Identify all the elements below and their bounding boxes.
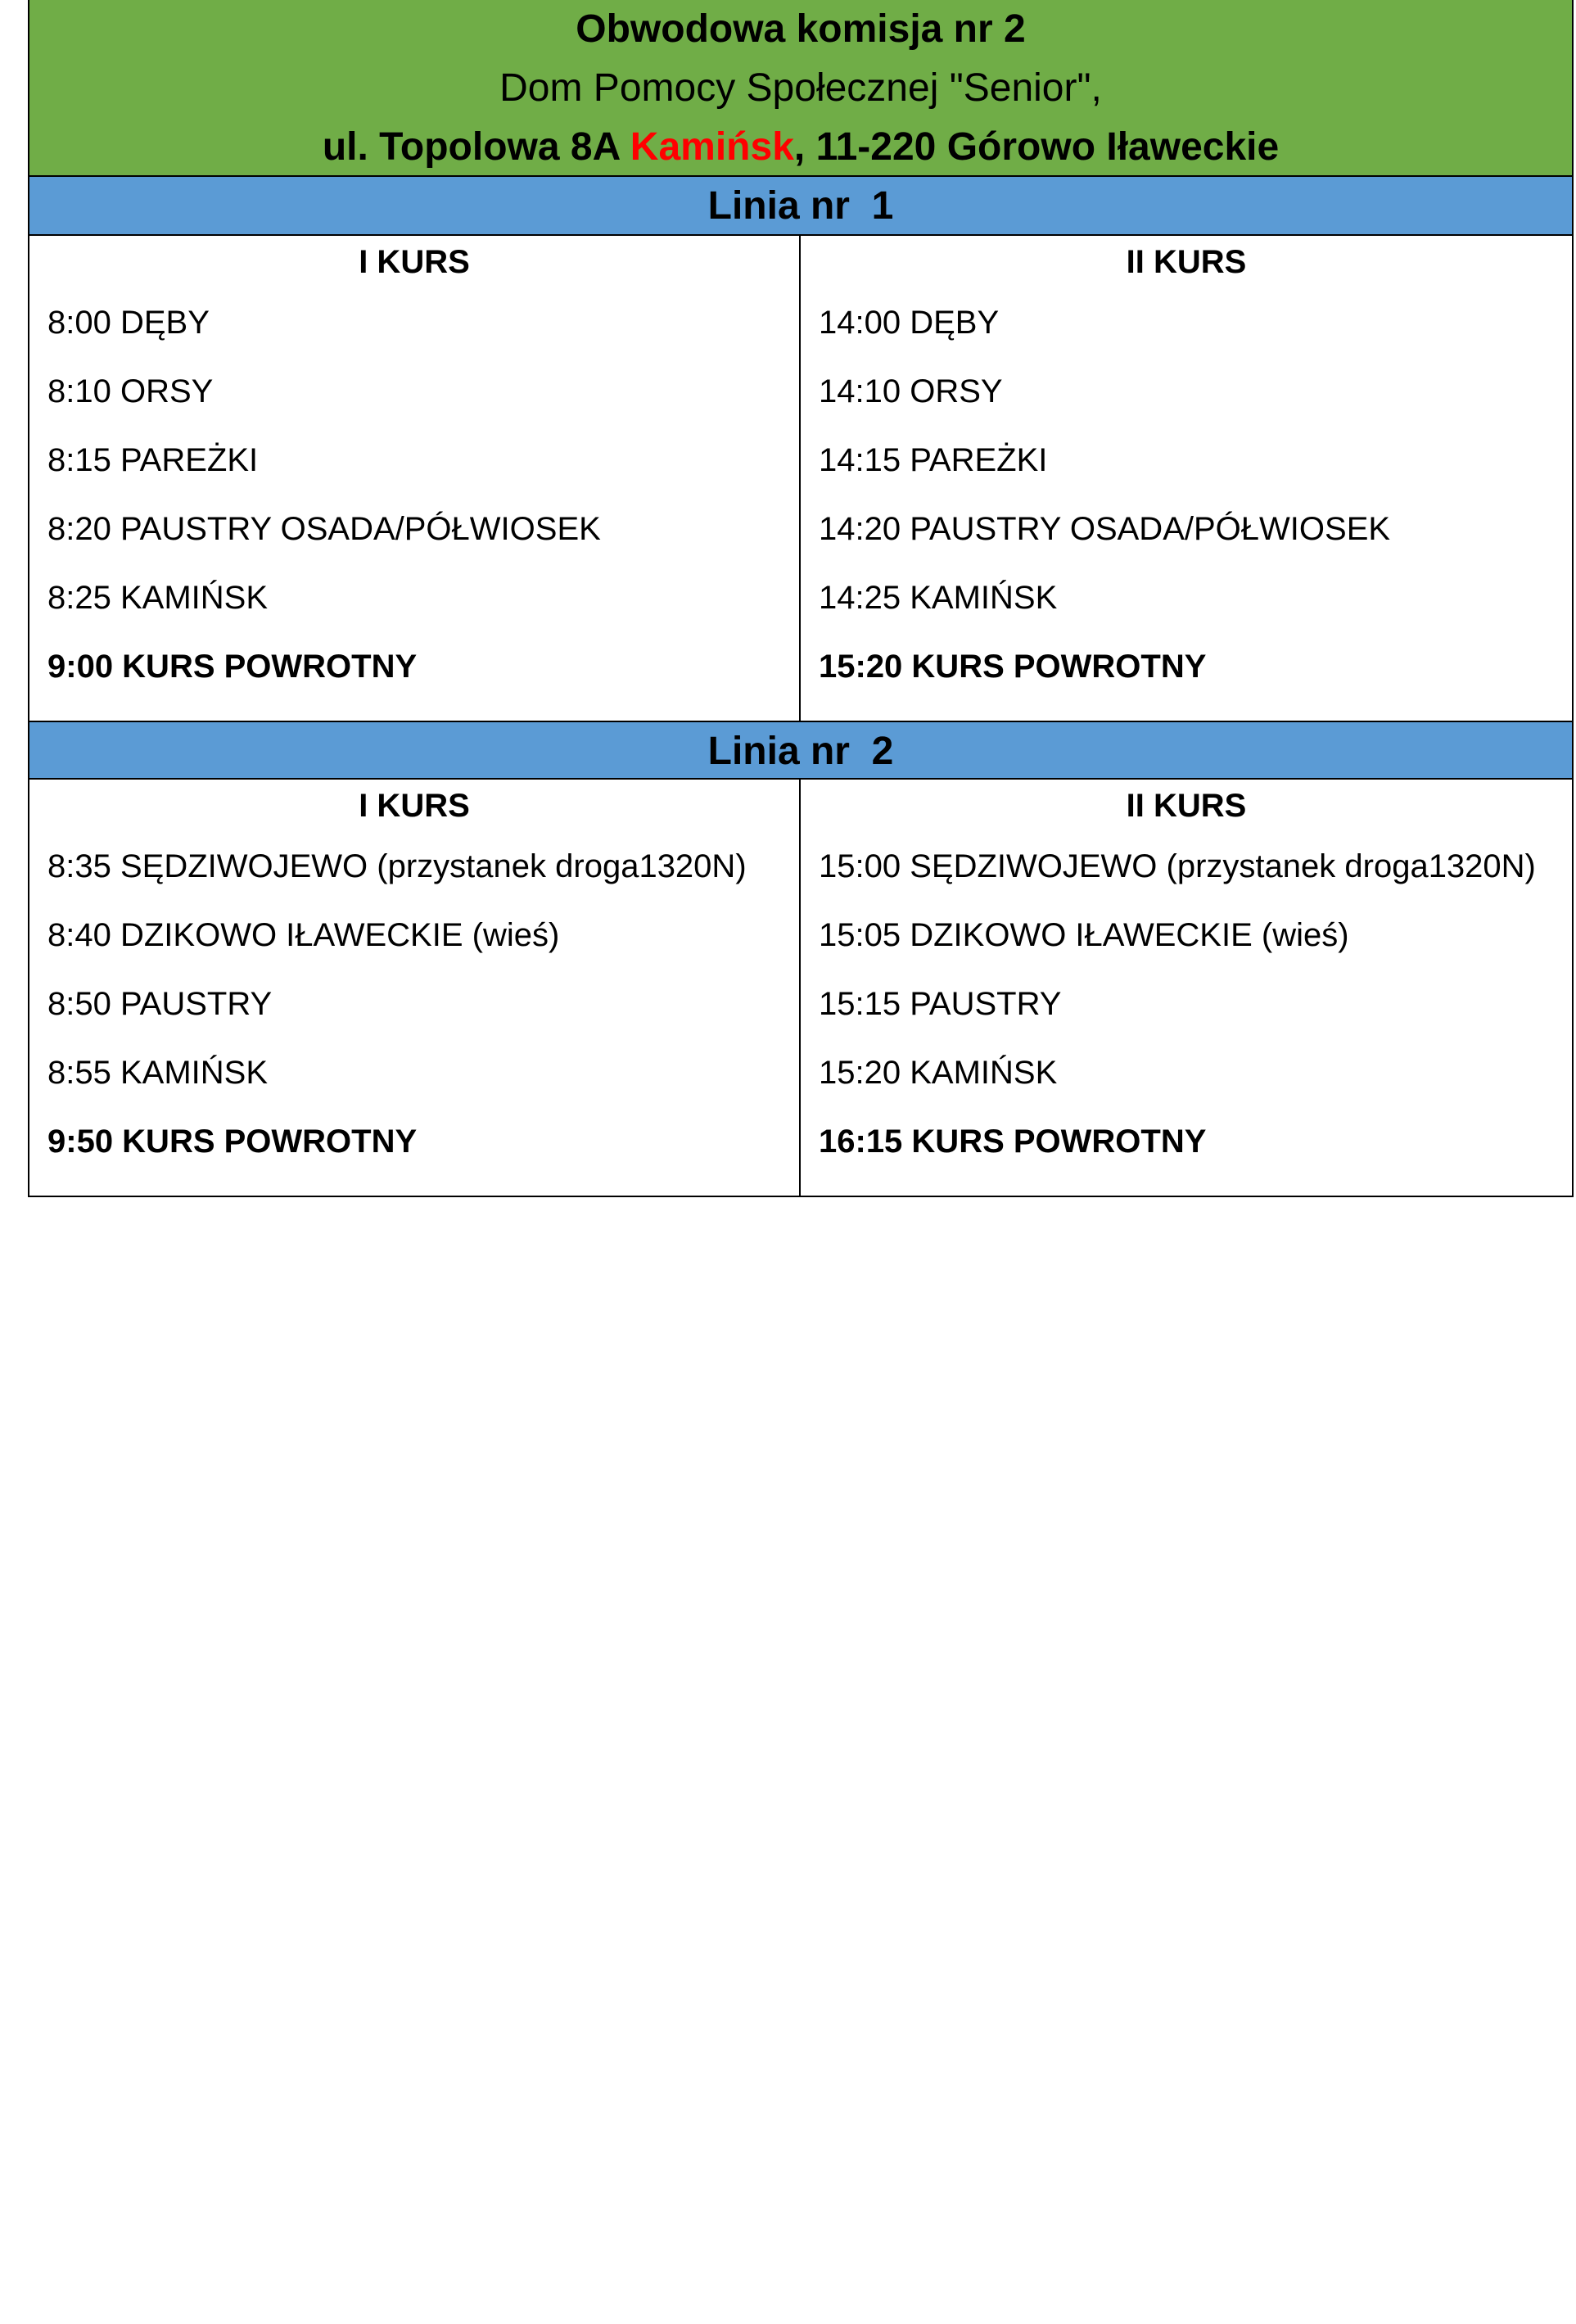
line-2-title: Linia nr 2 bbox=[29, 721, 1572, 780]
header-banner bbox=[29, 0, 1572, 177]
stop-item: 15:15 PAUSTRY bbox=[819, 986, 1062, 1022]
page-subtitle: Dom Pomocy Społecznej "Senior", bbox=[499, 66, 1102, 110]
address-prefix: ul. Topolowa 8A bbox=[322, 125, 630, 169]
stop-item: 15:20 KAMIŃSK bbox=[819, 1055, 1058, 1091]
stop-item: 8:20 PAUSTRY OSADA/PÓŁWIOSEK bbox=[47, 511, 601, 547]
line-1-columns bbox=[29, 236, 1572, 721]
line-2-columns bbox=[29, 780, 1572, 1196]
kurs-header: II KURS bbox=[1126, 244, 1247, 280]
stop-item: 15:05 DZIKOWO IŁAWECKIE (wieś) bbox=[819, 917, 1349, 953]
line-1-kurs-2 bbox=[801, 236, 1572, 721]
return-trip: 16:15 KURS POWROTNY bbox=[819, 1124, 1207, 1160]
stop-item: 8:50 PAUSTRY bbox=[47, 986, 273, 1022]
address-suffix: , 11-220 Górowo Iławeckie bbox=[793, 125, 1280, 169]
line-2-kurs-1 bbox=[29, 780, 801, 1196]
stop-item: 14:00 DĘBY bbox=[819, 305, 1000, 341]
schedule-table bbox=[28, 0, 1574, 1197]
line-1-title: Linia nr 1 bbox=[29, 177, 1572, 236]
kurs-header: II KURS bbox=[1126, 788, 1247, 824]
address-highlight: Kamińsk bbox=[630, 125, 794, 169]
stop-item: 14:10 ORSY bbox=[819, 373, 1003, 409]
stop-item: 8:15 PAREŻKI bbox=[47, 442, 259, 478]
stop-item: 14:15 PAREŻKI bbox=[819, 442, 1048, 478]
return-trip: 9:00 KURS POWROTNY bbox=[47, 649, 418, 685]
stop-item: 14:25 KAMIŃSK bbox=[819, 580, 1058, 616]
stop-item: 15:00 SĘDZIWOJEWO (przystanek droga1320N) bbox=[819, 848, 1536, 884]
return-trip: 15:20 KURS POWROTNY bbox=[819, 649, 1207, 685]
line-2-kurs-2 bbox=[801, 780, 1572, 1196]
stop-item: 14:20 PAUSTRY OSADA/PÓŁWIOSEK bbox=[819, 511, 1391, 547]
stop-item: 8:10 ORSY bbox=[47, 373, 214, 409]
stop-item: 8:00 DĘBY bbox=[47, 305, 210, 341]
stop-item: 8:55 KAMIŃSK bbox=[47, 1055, 269, 1091]
stop-item: 8:25 KAMIŃSK bbox=[47, 580, 269, 616]
page-title: Obwodowa komisja nr 2 bbox=[576, 7, 1026, 51]
address-line bbox=[29, 118, 1572, 177]
line-1-kurs-1 bbox=[29, 236, 801, 721]
return-trip: 9:50 KURS POWROTNY bbox=[47, 1124, 418, 1160]
stop-item: 8:35 SĘDZIWOJEWO (przystanek droga1320N) bbox=[47, 848, 747, 884]
kurs-header: I KURS bbox=[359, 788, 470, 824]
stop-item: 8:40 DZIKOWO IŁAWECKIE (wieś) bbox=[47, 917, 560, 953]
kurs-header: I KURS bbox=[359, 244, 470, 280]
